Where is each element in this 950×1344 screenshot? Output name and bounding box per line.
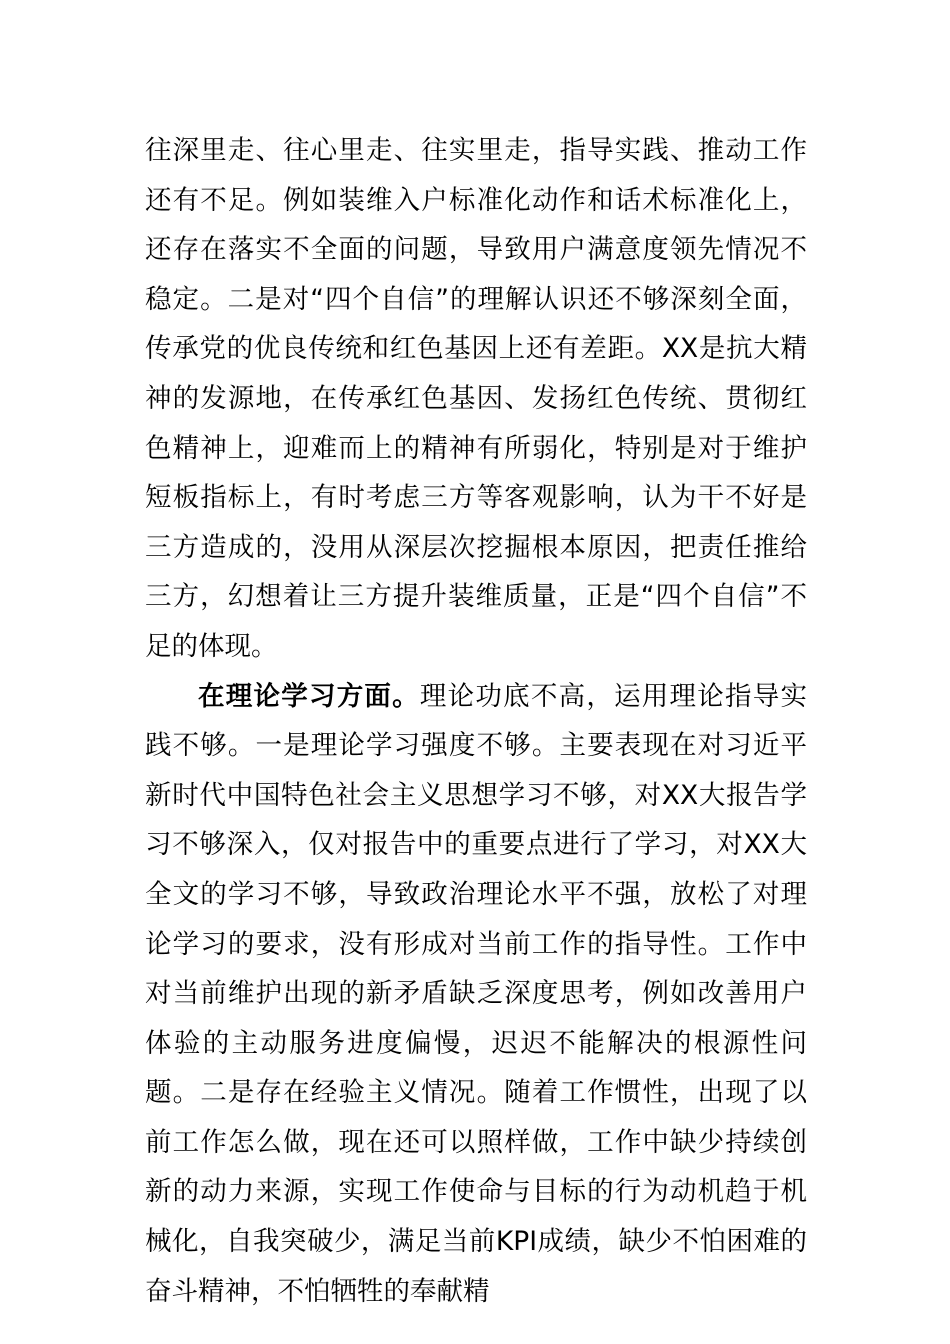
document-body xyxy=(145,126,807,1316)
paragraph-lead-heading: 在理论学习方面。 xyxy=(198,680,420,712)
paragraph-theory-study xyxy=(145,672,807,1317)
paragraph-continuation xyxy=(145,126,807,672)
paragraph-text: 理论功底不高，运用理论指导实践不够。一是理论学习强度不够。主要表现在对习近平新时代中国特色社会主义思想学习不够，对XX大报告学习不够深入，仅对报告中的重要点进行了学习，对XX大全文的学习不够，导致政治理论水平不强，放松了对理论学习的要求，没有形成对当前工作的指导性。工作中对当前维护出现的新矛盾缺乏深度思考，例如改善用户体验的主动服务进度偏慢，迟迟不能解决的根源性问题。二是存在经验主义情况。随着工作惯性，出现了以前工作怎么做，现在还可以照样做，工作中缺少持续创新的动力来源，实现工作使命与目标的行为动机趋于机械化，自我突破少，满足当前KPI成绩，缺少不怕困难的奋斗精神，不怕牺牲的奉献精 xyxy=(145,680,808,1307)
paragraph-text: 往深里走、往心里走、往实里走，指导实践、推动工作还有不足。例如装维入户标准化动作和话术标准化上，还存在落实不全面的问题，导致用户满意度领先情况不稳定。二是对“四个自信”的理解认识还不够深刻全面，传承党的优良传统和红色基因上还有差距。XX是抗大精神的发源地，在传承红色基因、发扬红色传统、贯彻红色精神上，迎难而上的精神有所弱化，特别是对于维护短板指标上，有时考虑三方等客观影响，认为干不好是三方造成的，没用从深层次挖掘根本原因，把责任推给三方，幻想着让三方提升装维质量，正是“四个自信”不足的体现。 xyxy=(145,135,807,662)
